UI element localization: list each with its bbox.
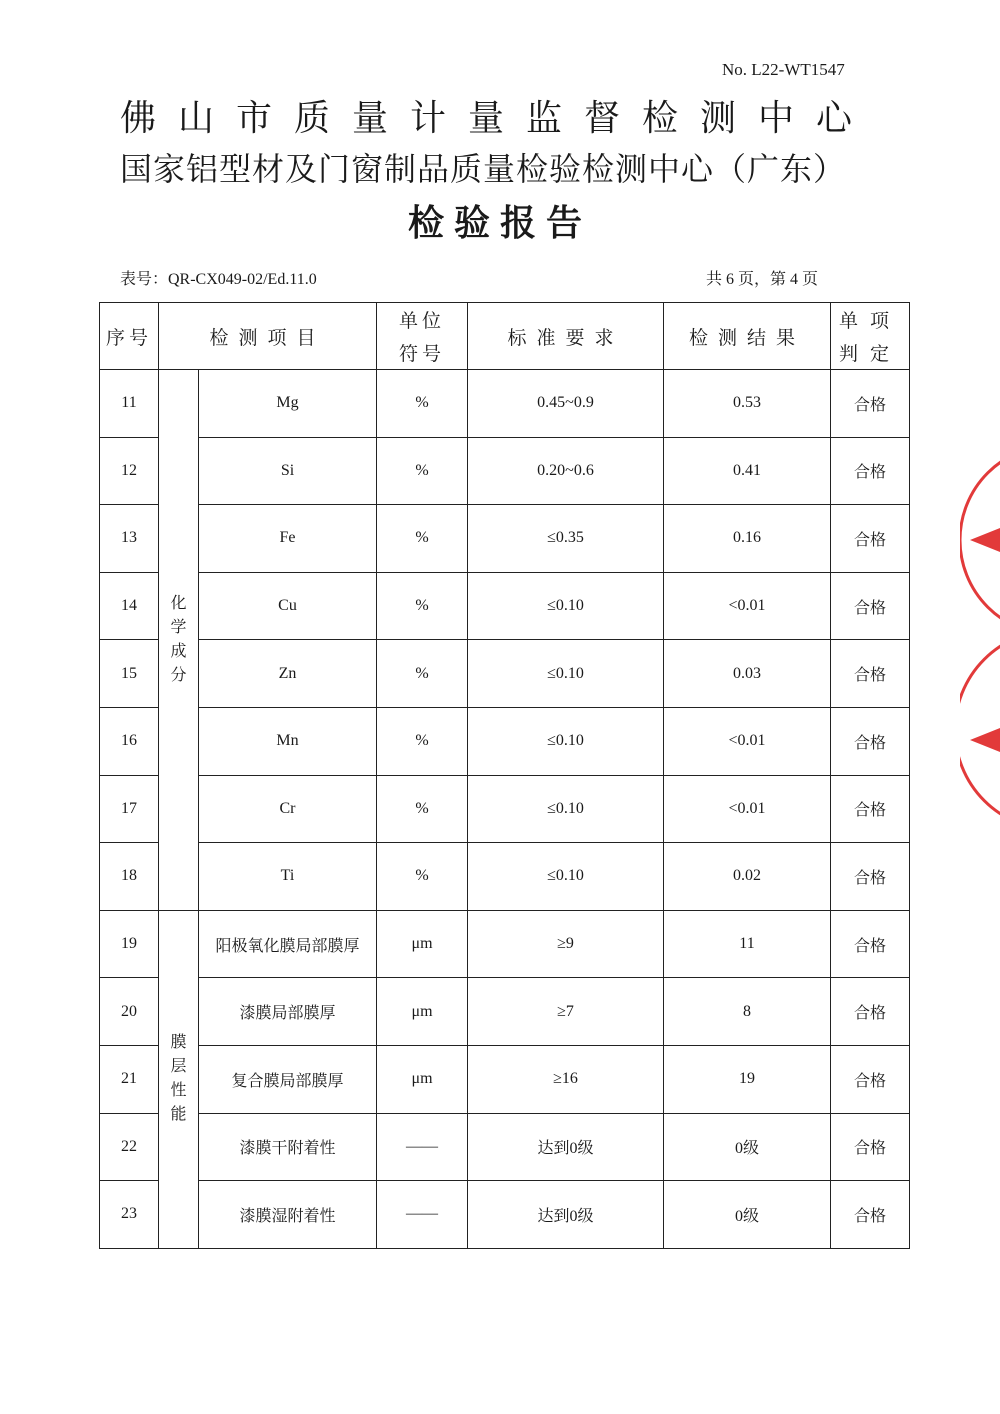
unit: % — [377, 775, 468, 843]
test-item: 漆膜干附着性 — [199, 1113, 377, 1181]
result: 0.53 — [664, 370, 831, 438]
institution-title: 佛山市质量计量监督检测中心 — [120, 98, 875, 139]
unit: μm — [377, 978, 468, 1046]
header-verdict-line2: 判定 — [838, 344, 901, 365]
requirement: ≤0.10 — [468, 707, 664, 775]
table-row — [100, 505, 910, 573]
test-item: Mn — [199, 707, 377, 775]
row-number: 16 — [100, 707, 159, 775]
result: 0.16 — [664, 505, 831, 573]
verdict: 合格 — [831, 505, 910, 573]
table-row — [100, 1045, 910, 1113]
report-number: No. L22-WT1547 — [722, 60, 845, 79]
header-requirement: 标准要求 — [468, 303, 664, 370]
page-indicator: 共 6 页，第 4 页 — [706, 271, 819, 288]
test-item: Zn — [199, 640, 377, 708]
table-row — [100, 370, 910, 438]
verdict: 合格 — [831, 370, 910, 438]
test-item: 复合膜局部膜厚 — [199, 1045, 377, 1113]
row-number: 20 — [100, 978, 159, 1046]
header-verdict — [831, 303, 910, 370]
verdict: 合格 — [831, 1181, 910, 1249]
verdict: 合格 — [831, 707, 910, 775]
test-item: Mg — [199, 370, 377, 438]
table-row — [100, 1113, 910, 1181]
table-row — [100, 572, 910, 640]
row-number: 13 — [100, 505, 159, 573]
table-header-row — [100, 303, 910, 370]
row-number: 14 — [100, 572, 159, 640]
requirement: ≥7 — [468, 978, 664, 1046]
table-row — [100, 437, 910, 505]
unit: —— — [377, 1113, 468, 1181]
header-item: 检测项目 — [159, 303, 377, 370]
unit: % — [377, 640, 468, 708]
header-unit — [377, 303, 468, 370]
unit: % — [377, 370, 468, 438]
row-number: 23 — [100, 1181, 159, 1249]
requirement: 达到0级 — [468, 1181, 664, 1249]
result: 8 — [664, 978, 831, 1046]
result: 0级 — [664, 1113, 831, 1181]
group-label — [159, 910, 199, 1248]
header-result: 检测结果 — [664, 303, 831, 370]
header-unit-line2: 符号 — [398, 344, 445, 365]
unit: μm — [377, 910, 468, 978]
result: 0级 — [664, 1181, 831, 1249]
table-body — [100, 370, 910, 1249]
result: <0.01 — [664, 707, 831, 775]
group-label — [159, 370, 199, 911]
requirement: ≥9 — [468, 910, 664, 978]
unit: % — [377, 505, 468, 573]
requirement: ≤0.35 — [468, 505, 664, 573]
verdict: 合格 — [831, 437, 910, 505]
table-row — [100, 775, 910, 843]
verdict: 合格 — [831, 843, 910, 911]
row-number: 11 — [100, 370, 159, 438]
result: 0.41 — [664, 437, 831, 505]
requirement: 0.45~0.9 — [468, 370, 664, 438]
verdict: 合格 — [831, 910, 910, 978]
verdict: 合格 — [831, 775, 910, 843]
requirement: 达到0级 — [468, 1113, 664, 1181]
test-item: Fe — [199, 505, 377, 573]
verdict: 合格 — [831, 1113, 910, 1181]
test-item: Cu — [199, 572, 377, 640]
inspection-table — [99, 302, 910, 1249]
table-row — [100, 910, 910, 978]
center-title: 国家铝型材及门窗制品质量检验检测中心（广东） — [120, 150, 847, 188]
verdict: 合格 — [831, 572, 910, 640]
unit: —— — [377, 1181, 468, 1249]
table-row — [100, 640, 910, 708]
table-row — [100, 843, 910, 911]
requirement: ≤0.10 — [468, 775, 664, 843]
row-number: 12 — [100, 437, 159, 505]
unit: % — [377, 437, 468, 505]
verdict: 合格 — [831, 640, 910, 708]
row-number: 17 — [100, 775, 159, 843]
requirement: 0.20~0.6 — [468, 437, 664, 505]
result: 0.03 — [664, 640, 831, 708]
result: 19 — [664, 1045, 831, 1113]
table-row — [100, 707, 910, 775]
group-label-text: 化学成分 — [170, 594, 187, 684]
row-number: 15 — [100, 640, 159, 708]
requirement: ≤0.10 — [468, 843, 664, 911]
document-title: 检验报告 — [407, 203, 592, 244]
table-row — [100, 1181, 910, 1249]
form-number: 表号：QR-CX049-02/Ed.11.0 — [120, 271, 317, 288]
row-number: 19 — [100, 910, 159, 978]
test-item: 阳极氧化膜局部膜厚 — [199, 910, 377, 978]
header-seq: 序号 — [100, 303, 159, 370]
unit: μm — [377, 1045, 468, 1113]
unit: % — [377, 843, 468, 911]
test-item: Cr — [199, 775, 377, 843]
result: 0.02 — [664, 843, 831, 911]
requirement: ≥16 — [468, 1045, 664, 1113]
test-item: 漆膜局部膜厚 — [199, 978, 377, 1046]
requirement: ≤0.10 — [468, 572, 664, 640]
verdict: 合格 — [831, 1045, 910, 1113]
result: 11 — [664, 910, 831, 978]
requirement: ≤0.10 — [468, 640, 664, 708]
test-item: 漆膜湿附着性 — [199, 1181, 377, 1249]
test-item: Ti — [199, 843, 377, 911]
verdict: 合格 — [831, 978, 910, 1046]
unit: % — [377, 707, 468, 775]
row-number: 18 — [100, 843, 159, 911]
row-number: 21 — [100, 1045, 159, 1113]
row-number: 22 — [100, 1113, 159, 1181]
header-unit-line1: 单位 — [398, 311, 445, 332]
header-verdict-line1: 单项 — [838, 311, 901, 332]
group-label-text: 膜层性能 — [170, 1034, 187, 1124]
result: <0.01 — [664, 572, 831, 640]
result: <0.01 — [664, 775, 831, 843]
test-item: Si — [199, 437, 377, 505]
unit: % — [377, 572, 468, 640]
red-seal-stamp-icon — [960, 440, 1000, 840]
table-row — [100, 978, 910, 1046]
